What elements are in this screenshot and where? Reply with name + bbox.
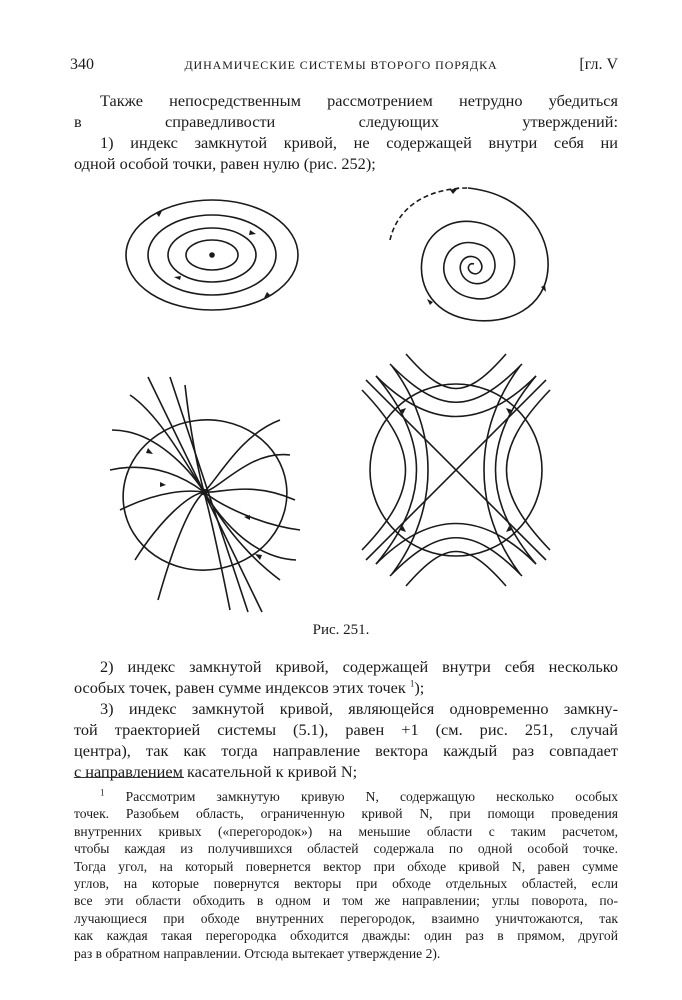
footnote-line: все эти области обходить в одном и том же направлении; углы поворота, по- [74,893,618,909]
footnote-line: Тогда угол, на который повернется вектор при обходе кривой N, равен сумме [74,858,618,874]
figure-251 [100,180,600,620]
text-line: 2) индекс замкнутой кривой, содержащей внутри себя несколько [100,657,618,676]
running-title: ДИНАМИЧЕСКИЕ СИСТЕМЫ ВТОРОГО ПОРЯДКА [184,58,498,72]
footnote-line: раз в обратном направлении. Отсюда вытекает утверждение 2). [74,945,441,961]
text-fragment: особых точек, равен сумме индексов этих точек [74,678,406,697]
figure-panel-center [126,200,298,310]
text-line: в справедливости следующих утверждений: [74,112,618,131]
text-line: одной особой точки, равен нулю (рис. 252); [74,154,376,173]
footnote-line: лучающиеся при обходе внутренних перегородок, взаимно уничтожаются, так [74,910,618,926]
footnote-line: точек. Разобьем область, ограниченную кривой N, при помощи проведения [74,806,618,822]
footnote-line [74,788,618,805]
text-line: с направлением касательной к кривой N; [74,762,358,781]
page-number: 340 [70,56,94,73]
footnote-reference[interactable]: 1 [409,678,415,689]
paragraph-intro [74,90,618,174]
footnote-line: внутренних кривых («перегородок») на меньшие области с таким расчетом, [74,823,618,839]
text-line: 1) индекс замкнутой кривой, не содержащей внутри себя ни [100,133,618,152]
chapter-label: [гл. V [579,56,618,73]
figure-caption: Рис. 251. [312,622,370,638]
footnote [74,788,618,962]
text-line: Также непосредственным рассмотрением нетрудно убедиться [100,91,618,110]
footnote-divider [74,777,184,778]
figure-panel-saddle [362,354,550,586]
footnote-line: чтобы каждая из получившихся областей содержала по одной особой точке. [74,841,618,857]
figure-panel-focus [390,187,548,321]
text-fragment: Рассмотрим замкнутую кривую N, содержащую несколько особых [125,789,618,804]
text-line: центра), так как тогда направление вектора каждый раз совпадает [74,741,618,760]
footnote-line: как каждая такая перегородка обходится дважды: один раз в прямом, другой [74,928,618,944]
text-fragment: ); [414,678,425,697]
text-line [74,677,618,698]
paragraph-properties [74,656,618,782]
footnote-marker: 1 [100,788,105,798]
text-line: 3) индекс замкнутой кривой, являющейся одновременно замкну- [100,699,618,718]
figure-panel-node [110,377,300,612]
text-line: той траекторией системы (5.1), равен +1 (см. рис. 251, случай [74,720,618,739]
footnote-line: углов, на которые повернутся векторы при обходе отдельных областей, если [74,875,618,891]
page-header [0,56,682,78]
